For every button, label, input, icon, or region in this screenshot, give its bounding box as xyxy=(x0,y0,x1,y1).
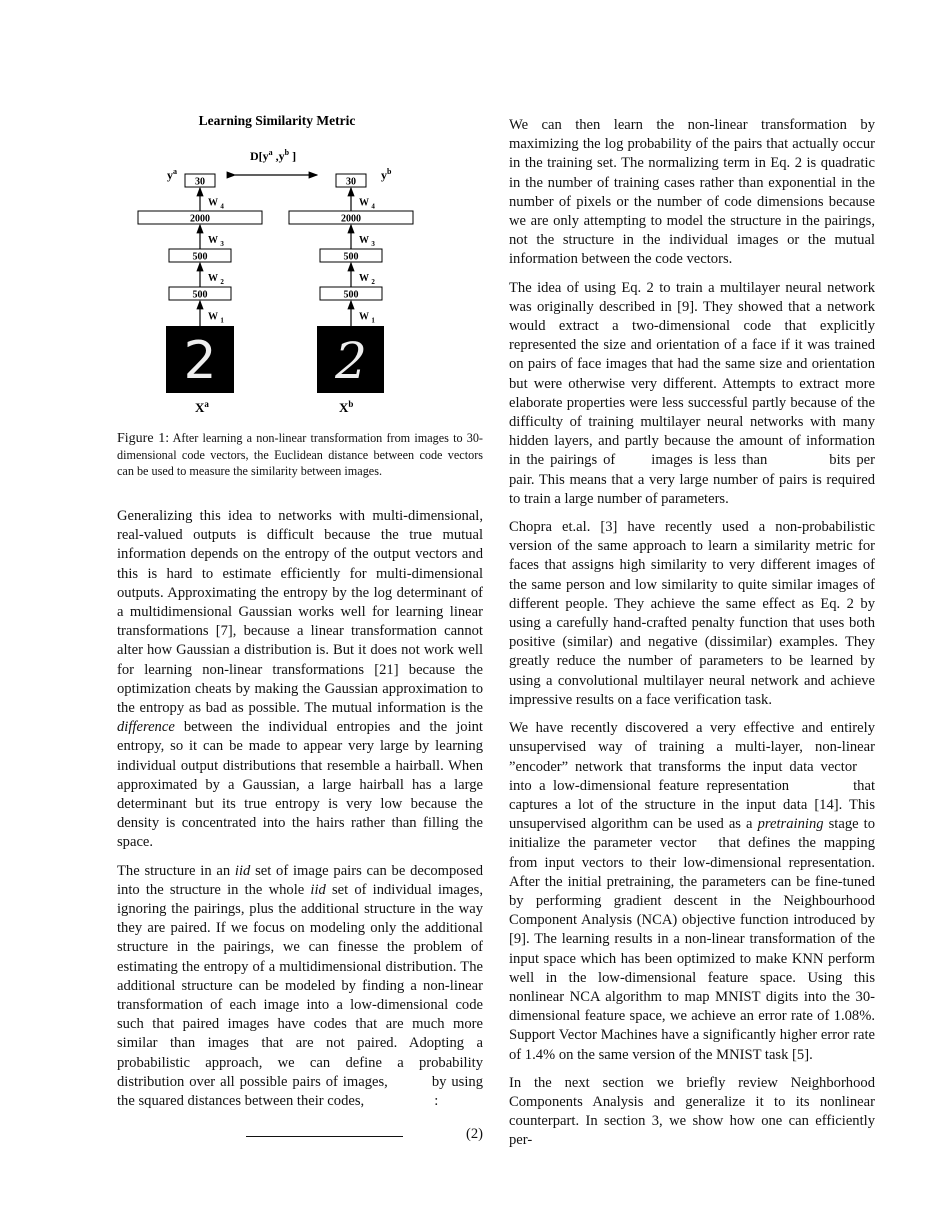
text: : xyxy=(434,1093,439,1110)
output-a-label: $y^a$ xyxy=(167,167,177,182)
text: set of image pairs can be decomposed into the structure in the whole xyxy=(117,862,484,898)
distance-label: $D[y^a$ $,y^b$ ] xyxy=(249,148,297,163)
layer-size-label: 500 xyxy=(343,289,359,301)
equation-number: (2) xyxy=(465,1126,483,1142)
paragraph xyxy=(509,279,875,509)
weight-label: W $_4$ xyxy=(208,197,224,211)
layer-size-label: 30 xyxy=(195,176,205,188)
text: The structure in an xyxy=(117,862,235,879)
input-b-label: $X^b$ xyxy=(339,399,354,415)
text: bits per pair. This means that a very large number of pairs is required to train a large number of parameters. xyxy=(509,452,875,507)
weight-label: W $_1$ xyxy=(359,311,375,325)
layer-size-label: 500 xyxy=(343,251,359,263)
figure-1-diagram xyxy=(117,108,483,418)
paragraph xyxy=(509,719,875,1065)
text: stage to initialize the parameter vector xyxy=(509,816,876,852)
emphasis: iid xyxy=(234,862,251,879)
caption-label: Figure 1: xyxy=(117,431,170,446)
text: Generalizing this idea to networks with multi-dimensional, real-valued outputs is difficult because the true mutual information depends on the entropy of the output vectors and this is hard to estimate efficiently for multi-dimensional outputs. Approximating the entropy by the log determinant of a multidimensional Gaussian works well for learning linear transformations [7], because a linear transformation cannot alter how Gaussian a distribution is. But it does not work well for learning non-linear transformations [21] because the optimization cheats by making the Gaussian approximation to the entropy as bad as possible. The mutual information is the xyxy=(117,508,483,717)
text: set of individual images, ignoring the pairings, plus the additional structure in the way they are paired. If we focus on modeling only the additional structure in the pairings, we can finesse the problem of estimating the entropy of a multidimensional distribution. The additional structure can be modeled by finding a non-linear transformation of each image into a low-dimensional code such that paired images have codes that are much more similar than images that are not paired. Adopting a probabilistic approach, we can define a probability distribution over all possible pairs of images, xyxy=(117,881,483,1090)
layer-size-label: 500 xyxy=(192,289,208,301)
weight-label: W $_2$ xyxy=(359,273,375,286)
fraction-bar xyxy=(246,1136,403,1137)
input-a-label: $X^a$ xyxy=(195,399,209,415)
paragraph: In the next section we briefly review Neighborhood Components Analysis and generalize it to its nonlinear counterpart. In section 3, we show how one can efficiently per- xyxy=(509,1074,875,1149)
text: that captures a lot of the structure in the input data [14]. This unsupervised algorithm can be used as a xyxy=(509,777,875,833)
digit-a: 2 xyxy=(183,331,217,391)
text: The idea of using Eq. 2 to train a multilayer neural network was originally described in [9]. They showed that a network would extract a two-dimensional code that explicitly represented the size and orientation of a face if it was trained on pairs of face images that had the same size and orientation but were otherwise very different. Attempts to extract more elaborate properties were less successful partly because of the difficulty of training multilayer neural networks with many hidden layers, and partly because the amount of information in the pairings of xyxy=(509,279,875,469)
text: between the individual entropies and the joint entropy, so it can be made to appear very large by learning individual output distributions that resemble a hairball. When approximated by a Gaussian, a large hairball has a large determinant but its true entropy is very low because the density is concentrated into the hairs rather than filling the space. xyxy=(117,719,483,851)
text: images is less than xyxy=(651,452,768,469)
figure-caption xyxy=(117,430,483,479)
emphasis: pretraining xyxy=(757,816,824,833)
layer-size-label: 2000 xyxy=(190,213,210,225)
layer-size-label: 2000 xyxy=(341,213,361,225)
emphasis: iid xyxy=(310,881,326,898)
digit-b: 2 xyxy=(335,332,367,390)
text: We have recently discovered a very effective and entirely unsupervised way of training a multi-layer, non-linear ”encoder” network that transforms the input data vector xyxy=(509,720,875,775)
text: that defines the mapping from input vectors to their low-dimensional representation. After the initial pretraining, the parameters can be fine-tuned by performing gradient descent in the Neighbourhood Component Analysis (NCA) objective function introduced by [9]. The learning results in a non-linear transformation of the input space which has been optimized to make KNN perform well in the low-dimensional feature space. Using this nonlinear NCA algorithm to map MNIST digits into the 30-dimensional feature space, we achieve an error rate of 1.08%. Support Vector Machines have a significantly higher error rate of 1.4% on the same version of the MNIST task [5]. xyxy=(509,835,875,1063)
paragraph xyxy=(117,507,483,853)
text: by using the squared distances between their codes, xyxy=(117,1073,483,1110)
emphasis: difference xyxy=(117,719,175,736)
text: into a low-dimensional feature representation xyxy=(509,777,790,794)
equation-2 xyxy=(117,1124,483,1148)
weight-label: W $_3$ xyxy=(359,235,375,248)
weight-label: W $_1$ xyxy=(208,311,224,325)
right-column xyxy=(509,116,875,1160)
figure-title: Learning Similarity Metric xyxy=(198,113,356,128)
left-column xyxy=(117,507,483,1120)
paragraph: We can then learn the non-linear transformation by maximizing the log probability of the pairs that actually occur in the training set. The normalizing term in Eq. 2 is quadratic in the number of training cases rather than exponential in the number of pixels or the number of code dimensions because we are only attempting to model the structure in the pairings, not the structure in the individual images or the mutual information between the code vectors. xyxy=(509,117,875,268)
weight-label: W $_4$ xyxy=(359,197,375,211)
weight-label: W $_3$ xyxy=(208,235,224,248)
output-b-label: $y^b$ xyxy=(381,167,392,182)
weight-label: W $_2$ xyxy=(208,273,224,286)
caption-text: After learning a non-linear transformation from images to 30-dimensional code vectors, the Euclidean distance between code vectors can be used to measure the similarity between images. xyxy=(117,431,483,478)
paragraph xyxy=(117,862,483,1112)
layer-size-label: 500 xyxy=(192,251,208,263)
layer-size-label: 30 xyxy=(346,176,356,188)
paragraph: Chopra et.al. [3] have recently used a non-probabilistic version of the same approach to learn a similarity metric for faces that assigns high similarity to very different images of the same person and low similarity to quite similar images of different people. They achieve the same effect as Eq. 2 by using a carefully hand-crafted penalty function that uses both positive (similar) and negative (dissimilar) examples. They greatly reduce the number of parameters to be learned by using a convolutional multilayer neural network and achieve impressive results on a face verification task. xyxy=(509,519,875,708)
